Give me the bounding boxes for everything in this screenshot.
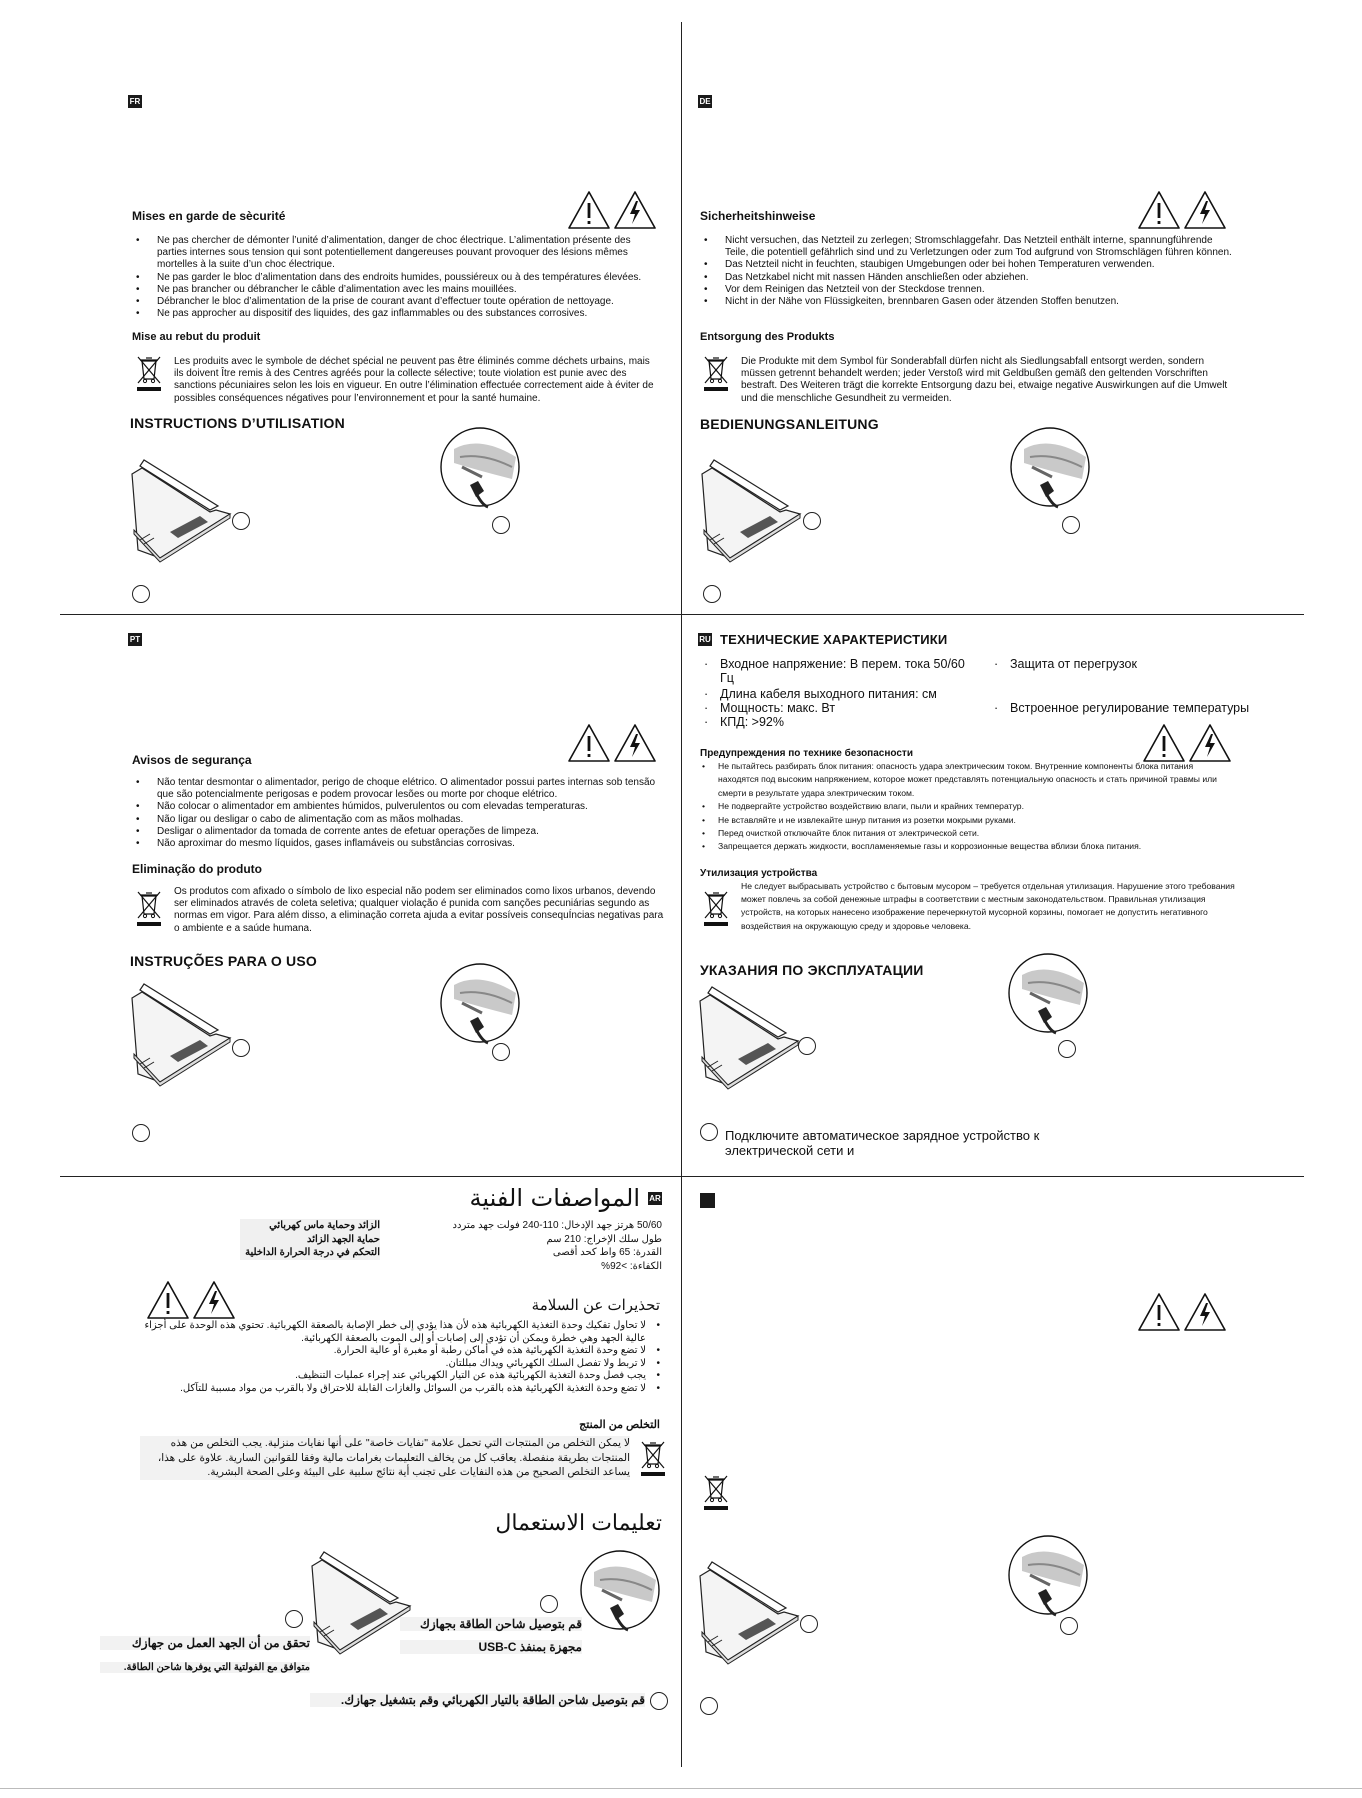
warning-icons [567,190,659,232]
vertical-divider [681,22,682,1767]
step-marker [700,1697,718,1715]
ru-specs-title: ТЕХНИЧЕСКИЕ ХАРАКТЕРИСТИКИ [720,632,948,647]
ar-specs-right [400,1219,662,1273]
list-item: • Desligar o alimentador da tomada de corrente antes de efetuar operações de limpeza. [132,826,662,838]
ar-spec: الكفاءة: >92% [601,1260,662,1272]
laptop-illustration [310,1550,414,1658]
ar-step-check2: متوافق مع الفولتية التي يوفرها شاحن الطاقة. [100,1662,310,1673]
horizontal-divider-2 [60,1176,1304,1177]
warning-icons [1142,723,1234,765]
pt-badge: PT [129,635,141,644]
recycle-bin-icon [703,355,729,393]
ru-step-text: Подключите автоматическое зарядное устройство к электрической сети и [725,1128,1040,1158]
ru-safety-title: Предупреждения по технике безопасности [700,748,913,759]
plug-photo [1010,427,1092,509]
list-item: • Nicht versuchen, das Netzteil zu zerlegen; Stromschlaggefahr. Das Netzteil enthält interne, spannungführende Teile, die potentiell gefährlich sind und zu Verletzungen oder zum Tod aufgrund von Stromschlägen führen können. [700,235,1235,259]
warning-icons [1137,1292,1229,1334]
pt-disposal-title: Eliminação do produto [132,862,263,876]
pt-safety-list [132,777,662,850]
ar-specs-left [240,1219,380,1260]
ru-spec-right-1: · Встроенное регулирование температуры [994,701,1250,715]
de-badge: DE [699,97,711,106]
step-marker [798,1037,816,1055]
recycle-bin-icon [640,1440,666,1478]
ru-spec-left-0: · Входное напряжение: В перем. тока 50/60 Гц [704,657,965,685]
ar-usage-title: تعليمات الاستعمال [495,1510,662,1535]
plug-photo [440,427,522,509]
ru-spec-right-0: · Защита от перегрузок [994,657,1137,671]
step-marker [132,585,150,603]
step-marker [232,512,250,530]
recycle-bin-icon [703,890,729,928]
bottom-divider [0,1788,1362,1789]
plug-photo [580,1550,662,1632]
list-item: • Das Netzkabel nicht mit nassen Händen anschließen oder abziehen. [700,272,1235,284]
step-marker [1058,1040,1076,1058]
recycle-bin-icon [136,890,162,928]
list-item: • Ne pas chercher de démonter l’unité d’alimentation, danger de choc électrique. L’alimentation présente des parties internes sous tension qui sont potentiellement dangereuses pouvant provoquer des lésions mêmes mortelles à la suite d’un choc électrique. [132,235,662,272]
warning-icons [567,723,659,765]
ar-spec: 50/60 هرتز جهد الإدخال: 110-240 فولت جهد متردد [452,1220,662,1231]
step-marker [650,1692,668,1710]
list-item: • يجب فصل وحدة التغذية الكهربائية هذه عن التيار الكهربائي عند إجراء عمليات التنظيف. [140,1370,662,1383]
step-marker [132,1124,150,1142]
fr-safety-list [132,235,662,320]
laptop-illustration [130,982,234,1090]
de-safety-list [700,235,1235,308]
pt-disposal-text: Os produtos com afixado o símbolo de lixo especial não podem ser eliminados como lixos urbanos, devendo ser eliminados através de coleta seletiva; qualquer violação é punida com sanções pecuniárias segundo as normas em vigor. Para além disso, a eliminação correta ajuda a evitar possíveis consequÍncias negativas para o ambiente e a saúde humana. [174,886,664,934]
list-item: • Não colocar o alimentador em ambientes húmidos, pulverulentos ou com elevadas temperaturas. [132,801,662,813]
ar-spec: القدرة: 65 واط كحد أقصى [552,1247,662,1258]
ar-step-usbc: مجهزة بمنفذ USB-C [400,1640,582,1654]
plug-photo [1008,953,1090,1035]
ar-spec: حماية الجهد الزائد [306,1233,380,1245]
list-item: • لا تضع وحدة التغذية الكهربائية هذه في أماكن رطبة أو مغبرة أو عالية الحرارة. [140,1345,662,1358]
list-item: • Ne pas garder le bloc d’alimentation dans des endroits humides, poussiéreux ou à des températures élevées. [132,272,662,284]
step-marker [232,1039,250,1057]
ar-spec: طول سلك الإخراج: 210 سم [546,1233,662,1245]
step-marker [492,516,510,534]
step-marker [492,1043,510,1061]
list-item: • Nicht in der Nähe von Flüssigkeiten, brennbaren Gasen oder ätzenden Stoffen benutzen. [700,296,1235,308]
step-marker [285,1610,303,1628]
step-marker [703,585,721,603]
step-marker [803,512,821,530]
plug-photo [1008,1535,1090,1617]
fr-safety-title: Mises en garde de sècurité [132,209,286,223]
ar-step-connect: قم بتوصيل شاحن الطاقة بجهازك [400,1617,582,1631]
ru-spec-left-2: · Мощность: макс. Вт [704,701,836,715]
recycle-bin-icon [703,1474,729,1512]
ru-spec-left-1: · Длина кабеля выходного питания: см [704,687,937,701]
list-item: • Не подвергайте устройство воздействию влаги, пыли и крайних температур. [700,800,1230,813]
de-disposal-title: Entsorgung des Produkts [700,331,835,343]
ar-safety-list [140,1320,662,1396]
list-item: • Débrancher le bloc d’alimentation de la prise de courant avant d’effectuer toute opération de nettoyage. [132,296,662,308]
list-item: • Não aproximar do mesmo líquidos, gases inflamáveis ou substâncias corrosivas. [132,838,662,850]
step-marker [700,1123,718,1141]
pt-safety-title: Avisos de segurança [132,753,252,767]
list-item: • Não tentar desmontar o alimentador, perigo de choque elétrico. O alimentador possui partes internas sob tensão que são potencialmente perigosas e podem provocar lesões ou morte por choque elétrico. [132,777,662,801]
ar-spec: الزائد وحماية ماس كهربائي [269,1220,380,1231]
list-item: • لا تحاول تفكيك وحدة التغذية الكهربائية هذه لأن هذا يؤدي إلى خطر الإصابة بالصعقة الكهربائية. تحتوي هذه الوحدة على أجزاء عالية الجهد وهي خطرة ويمكن أن تؤدي إلى إصابات أو إلى الموت بالصعقة الكهربائية. [140,1320,662,1345]
fr-badge: FR [129,97,141,106]
ar-spec: التحكم في درجة الحرارة الداخلية [245,1247,380,1258]
list-item: • Запрещается держать жидкости, воспламеняемые газы и коррозионные вещества вблизи блока питания. [700,840,1230,853]
list-item: • Ne pas brancher ou débrancher le câble d’alimentation avec les mains mouillées. [132,284,662,296]
pt-usage-title: INSTRUÇÕES PARA O USO [130,953,317,969]
ar-badge: AR [649,1194,661,1203]
ar-disposal-title: التخلص من المنتج [579,1419,660,1431]
list-item: • Das Netzteil nicht in feuchten, staubigen Umgebungen oder bei hohen Temperaturen verwenden. [700,259,1235,271]
language-badge-blank [700,1193,715,1208]
list-item: • لا تربط ولا تفصل السلك الكهربائي ويداك مبللتان. [140,1358,662,1371]
laptop-illustration [130,458,234,566]
step-marker [1062,516,1080,534]
ar-specs-title: المواصفات الفنية [469,1184,640,1212]
fr-disposal-title: Mise au rebut du produit [132,331,261,343]
list-item: • لا تضع وحدة التغذية الكهربائية هذه بالقرب من السوائل والغازات القابلة للاحتراق ولا بالقرب من مواد مسببة للتآكل. [140,1383,662,1396]
horizontal-divider-1 [60,614,1304,615]
list-item: • Vor dem Reinigen das Netzteil von der Steckdose trennen. [700,284,1235,296]
laptop-illustration [698,985,802,1093]
ru-spec-left-3: · КПД: >92% [704,715,784,729]
de-disposal-text: Die Produkte mit dem Symbol für Sonderabfall dürfen nicht als Siedlungsabfall entsorgt werden, sondern müssen getrennt behandelt werden; jeder Verstoß wird mit Geldbußen gemäß den geltenden Vorschriften bestraft. Des Weiteren trägt die korrekte Entsorgung dazu bei, etwaige negative Auswirkungen auf die Umwelt und die menschliche Gesundheit zu vermeiden. [741,356,1228,404]
ru-badge: RU [699,635,711,644]
ru-safety-list [700,760,1230,854]
fr-usage-title: INSTRUCTIONS D’UTILISATION [130,415,345,431]
list-item: • Не пытайтесь разбирать блок питания: опасность удара электрическим током. Внутренние компоненты блока питания находятся под высоким напряжением, которое может представлять потенциальную опасность и стать причиной травмы или смерти в результате удара электрическим током. [700,760,1230,800]
ar-step-plug: قم بتوصيل شاحن الطاقة بالتيار الكهربائي وقم بتشغيل جهازك. [310,1693,645,1707]
warning-icons [146,1280,238,1322]
list-item: • Не вставляйте и не извлекайте шнур питания из розетки мокрыми руками. [700,814,1230,827]
step-marker [1060,1617,1078,1635]
list-item: • Ne pas approcher au dispositif des liquides, des gaz inflammables ou des substances corrosives. [132,308,662,320]
de-usage-title: BEDIENUNGSANLEITUNG [700,416,879,432]
ru-disposal-title: Утилизация устройства [700,868,818,879]
step-marker [540,1595,558,1613]
fr-disposal-text: Les produits avec le symbole de déchet spécial ne peuvent pas être éliminés comme déchets urbains, mais ils doivent Ître remis à des Centres agréés pour la collecte sélective; toute violation est punie avec des sanctions pécuniaires selon les lois en vigueur. En outre l’élimination effectuée correctement aide à éviter de possibles conséquences négatives pour l’environnement et pour la santé humaine. [174,356,654,404]
laptop-illustration [698,1560,802,1668]
ar-safety-title: تحذيرات عن السلامة [531,1297,660,1314]
warning-icons [1137,190,1229,232]
ar-step-check: تحقق من أن الجهد العمل من جهازك [100,1636,310,1650]
ar-disposal-text: لا يمكن التخلص من المنتجات التي تحمل علامة "نفايات خاصة" على أنها نفايات منزلية. يجب التخلص من هذه المنتجات بطريقة منفصلة. يعاقب كل من يخالف التعليمات بغرامات مالية وفقا للقوانين السارية. علاوة على هذا، يساعد التخلص الصحيح من هذه النفايات على تجنب أية نتائج سلبية على البيئة وعلى الصحة البشرية. [140,1436,630,1480]
recycle-bin-icon [136,355,162,393]
de-safety-title: Sicherheitshinweise [700,209,816,223]
plug-photo [440,963,522,1045]
laptop-illustration [700,458,804,566]
ru-usage-title: УКАЗАНИЯ ПО ЭКСПЛУАТАЦИИ [700,962,924,978]
ru-disposal-text: Не следует выбрасывать устройство с бытовым мусором – требуется отдельная утилизация. Нарушение этого требования может повлечь за собой денежные штрафы в соответствии с местным законодательством. Правильная утилизация устройств, на которых нанесено изображение перечеркнутой мусорной корзины, помогает не допустить негативного воздействия на окружающую среду и здоровье человека. [741,881,1235,931]
step-marker [800,1615,818,1633]
list-item: • Não ligar ou desligar o cabo de alimentação com as mãos molhadas. [132,814,662,826]
list-item: • Перед очисткой отключайте блок питания от электрической сети. [700,827,1230,840]
